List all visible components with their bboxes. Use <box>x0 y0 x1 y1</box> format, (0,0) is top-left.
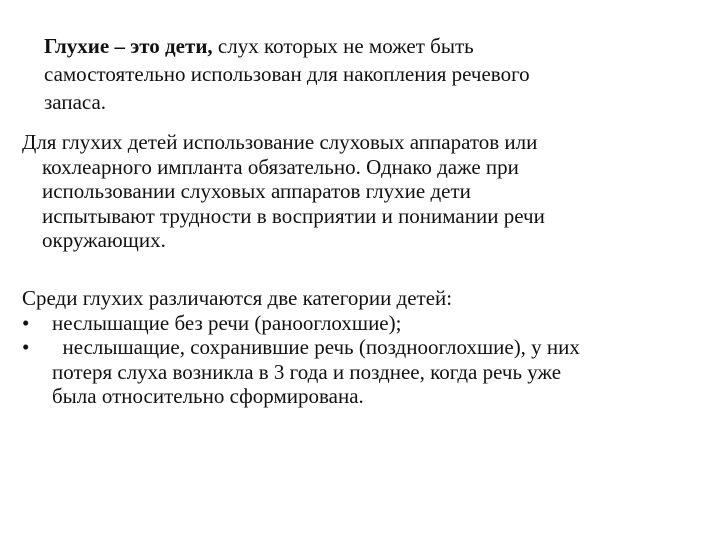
bullet-item-2 <box>22 335 692 360</box>
bullet-item-1 <box>22 311 692 336</box>
intro-line-2: самостоятельно использован для накопления речевого <box>44 62 530 86</box>
paragraph-hearing-aids <box>22 130 692 253</box>
intro-definition <box>44 32 684 116</box>
paragraph1-line-2: кохлеарного импланта обязательно. Однако даже при <box>42 154 519 179</box>
intro-line-1-rest: слух которых не может быть <box>212 34 474 58</box>
paragraph1-line-4: испытывают трудности в восприятии и понимании речи <box>42 203 545 228</box>
intro-line-3: запаса. <box>44 90 107 114</box>
bullet-marker: • <box>22 310 30 335</box>
bullet-item-2-line-2: потеря слуха возникла в 3 года и позднее, когда речь уже <box>52 359 562 384</box>
paragraph-categories <box>22 286 692 409</box>
bullet-item-2-line-3: была относительно сформирована. <box>52 384 364 408</box>
paragraph1-line-1: Для глухих детей использование слуховых аппаратов или <box>22 130 538 154</box>
paragraph2-line-1: Среди глухих различаются две категории детей: <box>22 286 453 310</box>
bullet-marker: • <box>22 335 30 359</box>
bullet-item-2-line-1: неслышащие, сохранившие речь (позднооглохшие), у них <box>52 335 580 359</box>
intro-bold-term: Глухие – это дети, <box>44 34 213 58</box>
intro-line-1 <box>44 32 684 60</box>
bullet-item-1-text: неслышащие без речи (ранооглохшие); <box>52 310 402 335</box>
paragraph1-line-3: использовании слуховых аппаратов глухие дети <box>42 179 471 203</box>
paragraph1-line-5: окружающих. <box>42 228 166 252</box>
